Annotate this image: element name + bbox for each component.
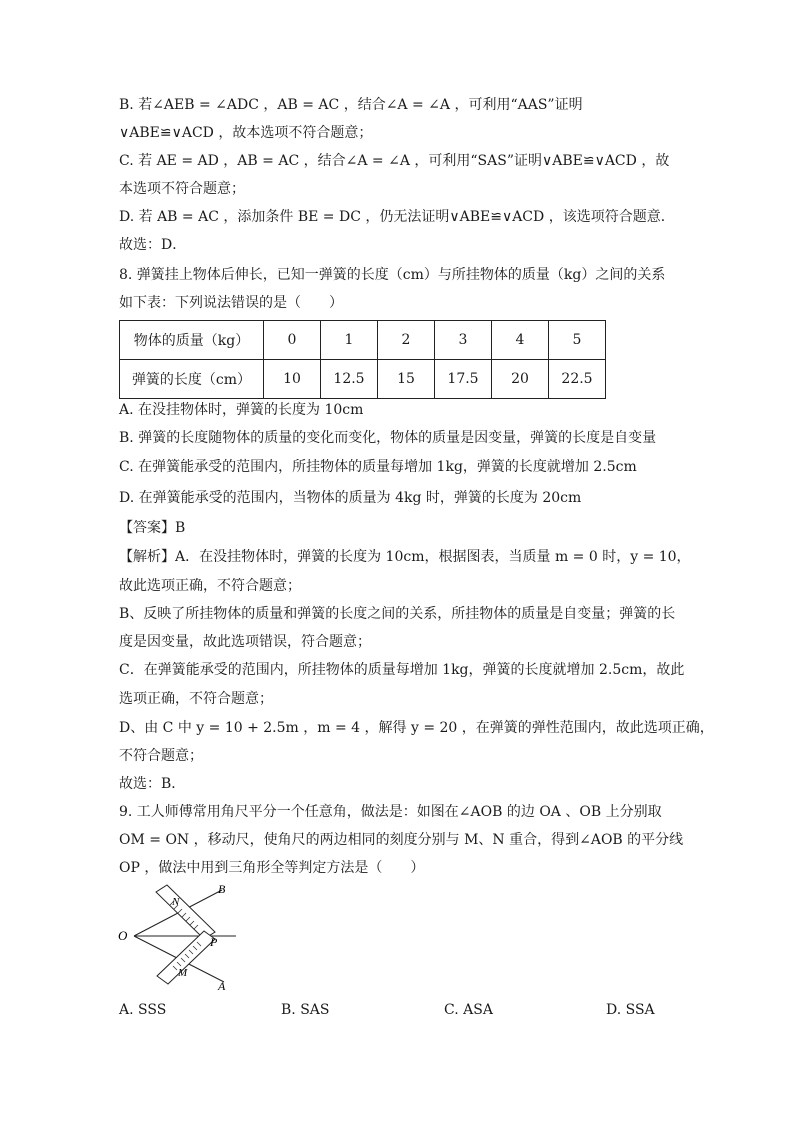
q8-explanation-line6: 选项正确，不符合题意； — [119, 691, 273, 707]
table-cell: 10 — [264, 360, 321, 399]
label-p: P — [210, 935, 218, 949]
q7-option-b-line1: B. 若∠AEB = ∠ADC ，AB = AC ，结合∠A = ∠A ，可利用“AAS”证明 — [119, 97, 583, 113]
table-cell: 17.5 — [435, 360, 492, 399]
table-cell: 4 — [492, 321, 549, 360]
table-cell: 22.5 — [549, 360, 606, 399]
q8-stem-line2: 如下表：下列说法错误的是（ ） — [119, 295, 343, 311]
table-row — [120, 321, 606, 360]
q7-option-d-line: D. 若 AB = AC ，添加条件 BE = DC ，仍无法证明∨ABE≌∨ACD ，该选项符合题意． — [119, 209, 675, 225]
table-cell: 12.5 — [321, 360, 378, 399]
q8-explanation-line7: D、由 C 中 y = 10 + 2.5m ，m = 4 ，解得 y = 20 ，在弹簧的弹性范围内，故此选项正确， — [119, 720, 714, 736]
q8-answer: 【答案】B — [119, 520, 186, 536]
q8-option-b: B. 弹簧的长度随物体的质量的变化而变化，物体的质量是因变量，弹簧的长度是自变量 — [119, 430, 657, 446]
table-cell: 3 — [435, 321, 492, 360]
table-cell: 0 — [264, 321, 321, 360]
q8-explanation-line8: 不符合题意； — [119, 748, 203, 764]
q8-explanation-line1: 【解析】A．在没挂物体时，弹簧的长度为 10cm，根据图表，当质量 m = 0 时，y = 10， — [119, 549, 691, 565]
q7-choice: 故选：D． — [119, 237, 187, 253]
q8-explanation-line2: 故此选项正确，不符合题意； — [119, 578, 301, 594]
q9-stem-line3: OP ，做法中用到三角形全等判定方法是（ ） — [119, 860, 425, 876]
table-row-header: 弹簧的长度（cm） — [120, 360, 264, 399]
q8-stem-line1: 8. 弹簧挂上物体后伸长，已知一弹簧的长度（cm）与所挂物体的质量（kg）之间的关系 — [119, 267, 666, 283]
q9-option-d: D. SSA — [606, 1002, 655, 1018]
angle-bisector-figure — [112, 880, 252, 992]
label-n: N — [172, 896, 180, 908]
square-upper-arm — [156, 885, 215, 939]
label-o: O — [118, 928, 128, 943]
q7-option-c-line1: C. 若 AE = AD ，AB = AC ，结合∠A = ∠A ，可利用“SAS”证明∨ABE≌∨ACD ，故 — [119, 153, 670, 169]
table-row — [120, 360, 606, 399]
q8-explanation-line4: 度是因变量，故此选项错误，符合题意； — [119, 634, 371, 650]
q8-option-c: C. 在弹簧能承受的范围内，所挂物体的质量每增加 1kg，弹簧的长度就增加 2.5cm — [119, 459, 637, 475]
spring-data-table — [119, 320, 606, 399]
label-b: B — [218, 882, 226, 896]
q8-explanation-line3: B、反映了所挂物体的质量和弹簧的长度之间的关系，所挂物体的质量是自变量；弹簧的长 — [119, 606, 676, 622]
q9-stem-line2: OM = ON ，移动尺，使角尺的两边相同的刻度分别与 M、N 重合，得到∠AOB 的平分线 — [119, 832, 684, 848]
q8-option-d: D. 在弹簧能承受的范围内，当物体的质量为 4kg 时，弹簧的长度为 20cm — [119, 490, 582, 506]
table-cell: 20 — [492, 360, 549, 399]
label-m: M — [178, 967, 188, 979]
table-cell: 1 — [321, 321, 378, 360]
q8-option-a: A. 在没挂物体时，弹簧的长度为 10cm — [119, 402, 364, 418]
table-cell: 5 — [549, 321, 606, 360]
q8-explanation-line5: C．在弹簧能承受的范围内，所挂物体的质量每增加 1kg，弹簧的长度就增加 2.5cm，故此 — [119, 662, 685, 678]
q9-option-c: C. ASA — [444, 1002, 493, 1018]
table-cell: 15 — [378, 360, 435, 399]
q9-option-b: B. SAS — [281, 1002, 330, 1018]
label-a: A — [218, 979, 226, 992]
q7-option-c-line2: 本选项不符合题意； — [119, 181, 245, 197]
table-cell: 2 — [378, 321, 435, 360]
q8-choice: 故选：B． — [119, 776, 186, 792]
q7-option-b-line2: ∨ABE≌∨ACD ，故本选项不符合题意； — [119, 125, 373, 141]
q9-option-a: A. SSS — [119, 1002, 167, 1018]
table-row-header: 物体的质量（kg） — [120, 321, 264, 360]
q9-stem-line1: 9. 工人师傅常用角尺平分一个任意角，做法是：如图在∠AOB 的边 OA 、OB 上分别取 — [119, 804, 662, 820]
